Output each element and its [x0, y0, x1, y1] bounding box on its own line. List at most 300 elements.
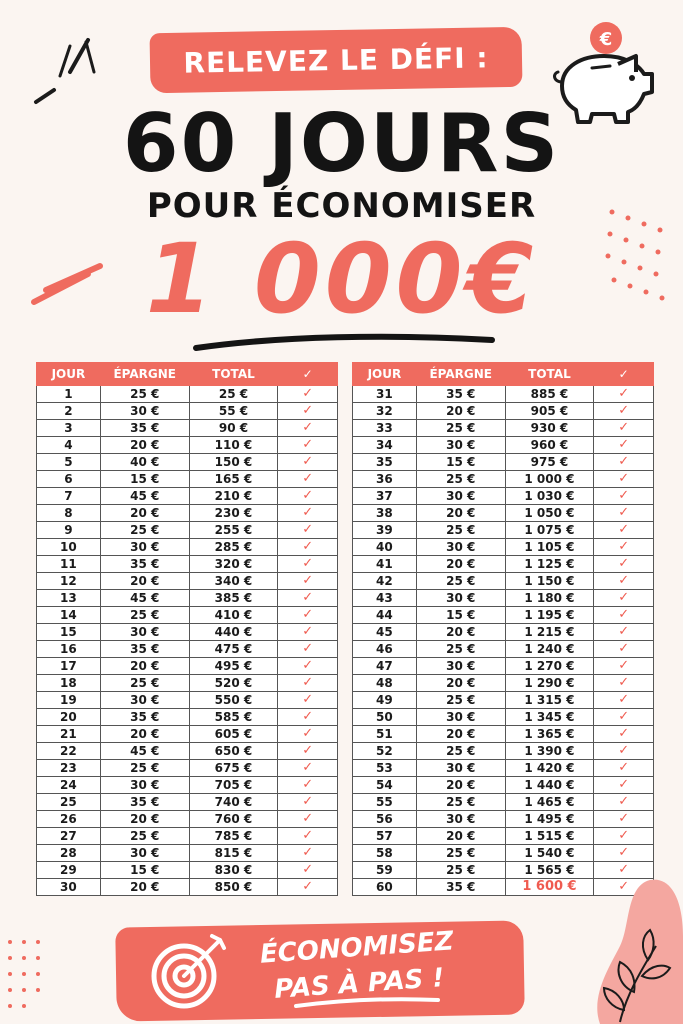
total-cell: 55 €	[189, 403, 278, 420]
total-cell: 1 075 €	[505, 522, 594, 539]
day-cell: 60	[353, 879, 417, 896]
day-cell: 26	[37, 811, 101, 828]
saving-cell: 20 €	[416, 556, 505, 573]
saving-cell: 20 €	[100, 726, 189, 743]
saving-cell: 35 €	[100, 709, 189, 726]
day-cell: 7	[37, 488, 101, 505]
saving-cell: 35 €	[100, 794, 189, 811]
table-row	[37, 573, 338, 590]
day-cell: 56	[353, 811, 417, 828]
saving-cell: 45 €	[100, 590, 189, 607]
saving-cell: 25 €	[100, 760, 189, 777]
leaf-blob-decoration	[590, 876, 683, 1024]
checkmark-icon[interactable]: ✓	[278, 539, 338, 556]
table-row	[37, 692, 338, 709]
total-cell: 605 €	[189, 726, 278, 743]
table-row	[353, 709, 654, 726]
table-row	[37, 641, 338, 658]
table-row	[37, 777, 338, 794]
table-row	[353, 658, 654, 675]
saving-cell: 25 €	[416, 845, 505, 862]
saving-cell: 25 €	[416, 743, 505, 760]
day-cell: 41	[353, 556, 417, 573]
saving-cell: 30 €	[416, 488, 505, 505]
day-cell: 28	[37, 845, 101, 862]
checkmark-icon[interactable]: ✓	[278, 420, 338, 437]
saving-cell: 25 €	[416, 641, 505, 658]
checkmark-icon[interactable]: ✓	[594, 420, 654, 437]
checkmark-icon[interactable]: ✓	[278, 556, 338, 573]
table-row	[353, 403, 654, 420]
checkmark-icon[interactable]: ✓	[594, 760, 654, 777]
total-cell: 285 €	[189, 539, 278, 556]
saving-cell: 15 €	[416, 454, 505, 471]
header-check: ✓	[594, 363, 654, 386]
checkmark-icon[interactable]: ✓	[594, 879, 654, 896]
table-row	[37, 488, 338, 505]
saving-cell: 30 €	[416, 437, 505, 454]
total-cell: 1 150 €	[505, 573, 594, 590]
checkmark-icon[interactable]: ✓	[594, 624, 654, 641]
table-row	[353, 692, 654, 709]
saving-cell: 25 €	[100, 386, 189, 403]
checkmark-icon[interactable]: ✓	[594, 454, 654, 471]
checkmark-icon[interactable]: ✓	[278, 828, 338, 845]
saving-cell: 20 €	[416, 675, 505, 692]
day-cell: 37	[353, 488, 417, 505]
checkmark-icon[interactable]: ✓	[278, 794, 338, 811]
total-cell: 1 105 €	[505, 539, 594, 556]
saving-cell: 30 €	[416, 760, 505, 777]
table-row	[37, 760, 338, 777]
table-row	[37, 556, 338, 573]
saving-cell: 45 €	[100, 743, 189, 760]
saving-cell: 30 €	[100, 692, 189, 709]
day-cell: 13	[37, 590, 101, 607]
checkmark-icon[interactable]: ✓	[278, 845, 338, 862]
saving-cell: 20 €	[416, 828, 505, 845]
day-cell: 53	[353, 760, 417, 777]
checkmark-icon[interactable]: ✓	[278, 777, 338, 794]
checkmark-icon[interactable]: ✓	[278, 522, 338, 539]
day-cell: 29	[37, 862, 101, 879]
checkmark-icon[interactable]: ✓	[278, 403, 338, 420]
table-row	[37, 726, 338, 743]
table-row	[353, 522, 654, 539]
total-cell: 410 €	[189, 607, 278, 624]
table-row	[37, 420, 338, 437]
total-cell: 1 290 €	[505, 675, 594, 692]
checkmark-icon[interactable]: ✓	[594, 743, 654, 760]
saving-cell: 40 €	[100, 454, 189, 471]
checkmark-icon[interactable]: ✓	[594, 590, 654, 607]
saving-cell: 30 €	[100, 777, 189, 794]
header-total: TOTAL	[505, 363, 594, 386]
day-cell: 24	[37, 777, 101, 794]
checkmark-icon[interactable]: ✓	[594, 811, 654, 828]
total-cell: 1 215 €	[505, 624, 594, 641]
day-cell: 20	[37, 709, 101, 726]
saving-cell: 30 €	[100, 403, 189, 420]
checkmark-icon[interactable]: ✓	[594, 556, 654, 573]
saving-cell: 20 €	[100, 811, 189, 828]
checkmark-icon[interactable]: ✓	[594, 675, 654, 692]
total-cell: 740 €	[189, 794, 278, 811]
table-row	[353, 811, 654, 828]
total-cell: 885 €	[505, 386, 594, 403]
saving-cell: 30 €	[416, 658, 505, 675]
saving-cell: 25 €	[100, 607, 189, 624]
checkmark-icon[interactable]: ✓	[594, 828, 654, 845]
checkmark-icon[interactable]: ✓	[594, 488, 654, 505]
table-row	[37, 471, 338, 488]
day-cell: 43	[353, 590, 417, 607]
checkmark-icon[interactable]: ✓	[278, 386, 338, 403]
total-cell: 110 €	[189, 437, 278, 454]
saving-cell: 20 €	[416, 624, 505, 641]
total-cell: 760 €	[189, 811, 278, 828]
total-cell: 210 €	[189, 488, 278, 505]
target-icon	[146, 930, 230, 1014]
day-cell: 14	[37, 607, 101, 624]
total-cell: 550 €	[189, 692, 278, 709]
table-row	[353, 828, 654, 845]
checkmark-icon[interactable]: ✓	[594, 709, 654, 726]
table-row	[353, 743, 654, 760]
day-cell: 2	[37, 403, 101, 420]
table-row	[37, 505, 338, 522]
day-cell: 19	[37, 692, 101, 709]
saving-cell: 20 €	[416, 505, 505, 522]
day-cell: 3	[37, 420, 101, 437]
total-cell: 320 €	[189, 556, 278, 573]
table-row	[353, 641, 654, 658]
day-cell: 1	[37, 386, 101, 403]
checkmark-icon[interactable]: ✓	[278, 624, 338, 641]
checkmark-icon[interactable]: ✓	[594, 845, 654, 862]
total-cell: 1 180 €	[505, 590, 594, 607]
day-cell: 40	[353, 539, 417, 556]
day-cell: 21	[37, 726, 101, 743]
challenge-subtitle: POUR ÉCONOMISER	[146, 186, 537, 226]
total-cell: 1 030 €	[505, 488, 594, 505]
total-cell: 475 €	[189, 641, 278, 658]
checkmark-icon[interactable]: ✓	[278, 454, 338, 471]
total-cell: 1 000 €	[505, 471, 594, 488]
checkmark-icon[interactable]: ✓	[278, 709, 338, 726]
table-row	[353, 454, 654, 471]
day-cell: 46	[353, 641, 417, 658]
saving-cell: 25 €	[100, 675, 189, 692]
table-row	[353, 726, 654, 743]
saving-cell: 15 €	[100, 471, 189, 488]
table-row	[37, 454, 338, 471]
saving-cell: 30 €	[416, 539, 505, 556]
table-row	[37, 862, 338, 879]
day-cell: 35	[353, 454, 417, 471]
day-cell: 39	[353, 522, 417, 539]
table-row	[353, 386, 654, 403]
day-cell: 36	[353, 471, 417, 488]
table-row	[37, 539, 338, 556]
saving-cell: 35 €	[100, 420, 189, 437]
table-row	[353, 675, 654, 692]
checkmark-icon[interactable]: ✓	[278, 488, 338, 505]
day-cell: 8	[37, 505, 101, 522]
challenge-banner	[150, 27, 523, 93]
savings-table-days-31-60	[352, 362, 654, 896]
header-epargne: ÉPARGNE	[100, 363, 189, 386]
total-cell: 1 515 €	[505, 828, 594, 845]
day-cell: 44	[353, 607, 417, 624]
table-row	[353, 437, 654, 454]
saving-cell: 15 €	[100, 862, 189, 879]
day-cell: 42	[353, 573, 417, 590]
total-cell: 90 €	[189, 420, 278, 437]
saving-cell: 35 €	[416, 879, 505, 896]
saving-cell: 30 €	[416, 590, 505, 607]
checkmark-icon[interactable]: ✓	[594, 607, 654, 624]
checkmark-icon[interactable]: ✓	[594, 862, 654, 879]
saving-cell: 25 €	[100, 522, 189, 539]
day-cell: 51	[353, 726, 417, 743]
checkmark-icon[interactable]: ✓	[594, 471, 654, 488]
total-cell: 440 €	[189, 624, 278, 641]
footer-line-1: ÉCONOMISEZ	[259, 926, 455, 970]
checkmark-icon[interactable]: ✓	[594, 726, 654, 743]
table-row	[37, 828, 338, 845]
day-cell: 23	[37, 760, 101, 777]
saving-cell: 25 €	[416, 420, 505, 437]
table-row	[353, 539, 654, 556]
total-cell: 650 €	[189, 743, 278, 760]
checkmark-icon[interactable]: ✓	[278, 743, 338, 760]
checkmark-icon[interactable]: ✓	[594, 658, 654, 675]
table-header-row	[353, 363, 654, 386]
checkmark-icon[interactable]: ✓	[594, 692, 654, 709]
table-row	[37, 386, 338, 403]
checkmark-icon[interactable]: ✓	[278, 862, 338, 879]
table-row	[37, 403, 338, 420]
checkmark-icon[interactable]: ✓	[594, 522, 654, 539]
table-row	[37, 437, 338, 454]
header-jour: JOUR	[37, 363, 101, 386]
saving-cell: 25 €	[416, 794, 505, 811]
footer-underline	[292, 996, 442, 1010]
table-row	[37, 743, 338, 760]
header-total: TOTAL	[189, 363, 278, 386]
checkmark-icon[interactable]: ✓	[594, 437, 654, 454]
total-cell: 850 €	[189, 879, 278, 896]
day-cell: 55	[353, 794, 417, 811]
saving-cell: 30 €	[100, 539, 189, 556]
day-cell: 11	[37, 556, 101, 573]
table-row	[37, 794, 338, 811]
table-row	[353, 624, 654, 641]
saving-cell: 20 €	[100, 505, 189, 522]
day-cell: 9	[37, 522, 101, 539]
table-row	[353, 777, 654, 794]
table-row	[37, 845, 338, 862]
total-cell: 25 €	[189, 386, 278, 403]
day-cell: 52	[353, 743, 417, 760]
target-amount: 1 000€	[145, 223, 538, 335]
total-cell: 975 €	[505, 454, 594, 471]
checkmark-icon[interactable]: ✓	[278, 607, 338, 624]
total-cell: 905 €	[505, 403, 594, 420]
day-cell: 38	[353, 505, 417, 522]
checkmark-icon[interactable]: ✓	[278, 471, 338, 488]
checkmark-icon[interactable]: ✓	[594, 794, 654, 811]
table-row	[353, 590, 654, 607]
table-row	[37, 658, 338, 675]
total-cell: 1 390 €	[505, 743, 594, 760]
checkmark-icon[interactable]: ✓	[594, 641, 654, 658]
total-cell: 830 €	[189, 862, 278, 879]
checkmark-icon[interactable]: ✓	[278, 641, 338, 658]
day-cell: 49	[353, 692, 417, 709]
day-cell: 15	[37, 624, 101, 641]
checkmark-icon[interactable]: ✓	[594, 539, 654, 556]
total-cell: 1 050 €	[505, 505, 594, 522]
total-cell: 230 €	[189, 505, 278, 522]
table-row	[37, 709, 338, 726]
checkmark-icon[interactable]: ✓	[594, 573, 654, 590]
day-cell: 48	[353, 675, 417, 692]
day-cell: 59	[353, 862, 417, 879]
total-cell: 1 195 €	[505, 607, 594, 624]
total-cell: 1 540 €	[505, 845, 594, 862]
table-row	[37, 590, 338, 607]
day-cell: 22	[37, 743, 101, 760]
header-epargne: ÉPARGNE	[416, 363, 505, 386]
saving-cell: 20 €	[100, 658, 189, 675]
saving-cell: 20 €	[100, 879, 189, 896]
table-row	[353, 556, 654, 573]
checkmark-icon[interactable]: ✓	[278, 675, 338, 692]
total-cell: 705 €	[189, 777, 278, 794]
saving-cell: 20 €	[416, 403, 505, 420]
banner-text: RELEVEZ LE DÉFI :	[183, 40, 489, 80]
day-cell: 31	[353, 386, 417, 403]
saving-cell: 25 €	[416, 522, 505, 539]
day-cell: 4	[37, 437, 101, 454]
day-cell: 27	[37, 828, 101, 845]
table-row	[353, 760, 654, 777]
euro-coin-icon: €	[599, 29, 613, 50]
checkmark-icon[interactable]: ✓	[278, 726, 338, 743]
saving-cell: 15 €	[416, 607, 505, 624]
table-row	[353, 794, 654, 811]
dots-decoration-bottom	[4, 936, 54, 1020]
day-cell: 16	[37, 641, 101, 658]
saving-cell: 30 €	[100, 624, 189, 641]
total-cell: 1 315 €	[505, 692, 594, 709]
total-cell: 150 €	[189, 454, 278, 471]
header-jour: JOUR	[353, 363, 417, 386]
checkmark-icon[interactable]: ✓	[278, 437, 338, 454]
checkmark-icon[interactable]: ✓	[594, 777, 654, 794]
saving-cell: 25 €	[416, 573, 505, 590]
checkmark-icon[interactable]: ✓	[594, 403, 654, 420]
saving-cell: 35 €	[100, 641, 189, 658]
checkmark-icon[interactable]: ✓	[278, 692, 338, 709]
saving-cell: 25 €	[416, 692, 505, 709]
checkmark-icon[interactable]: ✓	[278, 505, 338, 522]
total-cell: 1 465 €	[505, 794, 594, 811]
total-cell: 495 €	[189, 658, 278, 675]
saving-cell: 20 €	[100, 437, 189, 454]
saving-cell: 30 €	[416, 709, 505, 726]
day-cell: 57	[353, 828, 417, 845]
table-row	[353, 505, 654, 522]
checkmark-icon[interactable]: ✓	[594, 505, 654, 522]
saving-cell: 35 €	[100, 556, 189, 573]
total-cell: 785 €	[189, 828, 278, 845]
total-cell: 165 €	[189, 471, 278, 488]
checkmark-icon[interactable]: ✓	[594, 386, 654, 403]
checkmark-icon[interactable]: ✓	[278, 573, 338, 590]
table-row	[37, 624, 338, 641]
total-cell: 1 125 €	[505, 556, 594, 573]
total-cell: 930 €	[505, 420, 594, 437]
saving-cell: 35 €	[416, 386, 505, 403]
total-cell: 385 €	[189, 590, 278, 607]
checkmark-icon[interactable]: ✓	[278, 590, 338, 607]
header-check: ✓	[278, 363, 338, 386]
total-cell: 585 €	[189, 709, 278, 726]
table-row	[353, 420, 654, 437]
day-cell: 47	[353, 658, 417, 675]
table-row	[37, 675, 338, 692]
day-cell: 54	[353, 777, 417, 794]
day-cell: 10	[37, 539, 101, 556]
total-cell: 815 €	[189, 845, 278, 862]
table-row	[37, 522, 338, 539]
total-cell: 1 600 €	[505, 879, 594, 896]
total-cell: 340 €	[189, 573, 278, 590]
day-cell: 45	[353, 624, 417, 641]
saving-cell: 20 €	[416, 777, 505, 794]
saving-cell: 25 €	[416, 862, 505, 879]
saving-cell: 25 €	[100, 828, 189, 845]
saving-cell: 45 €	[100, 488, 189, 505]
checkmark-icon[interactable]: ✓	[278, 760, 338, 777]
total-cell: 675 €	[189, 760, 278, 777]
table-row	[353, 573, 654, 590]
table-row	[37, 879, 338, 896]
checkmark-icon[interactable]: ✓	[278, 658, 338, 675]
table-row	[37, 811, 338, 828]
total-cell: 1 440 €	[505, 777, 594, 794]
saving-cell: 30 €	[100, 845, 189, 862]
checkmark-icon[interactable]: ✓	[278, 879, 338, 896]
challenge-title: 60 JOURS	[122, 97, 561, 190]
total-cell: 1 270 €	[505, 658, 594, 675]
table-row	[353, 845, 654, 862]
table-row	[37, 607, 338, 624]
day-cell: 30	[37, 879, 101, 896]
day-cell: 12	[37, 573, 101, 590]
table-header-row	[37, 363, 338, 386]
total-cell: 1 495 €	[505, 811, 594, 828]
day-cell: 17	[37, 658, 101, 675]
saving-cell: 20 €	[100, 573, 189, 590]
total-cell: 255 €	[189, 522, 278, 539]
day-cell: 33	[353, 420, 417, 437]
checkmark-icon[interactable]: ✓	[278, 811, 338, 828]
day-cell: 34	[353, 437, 417, 454]
